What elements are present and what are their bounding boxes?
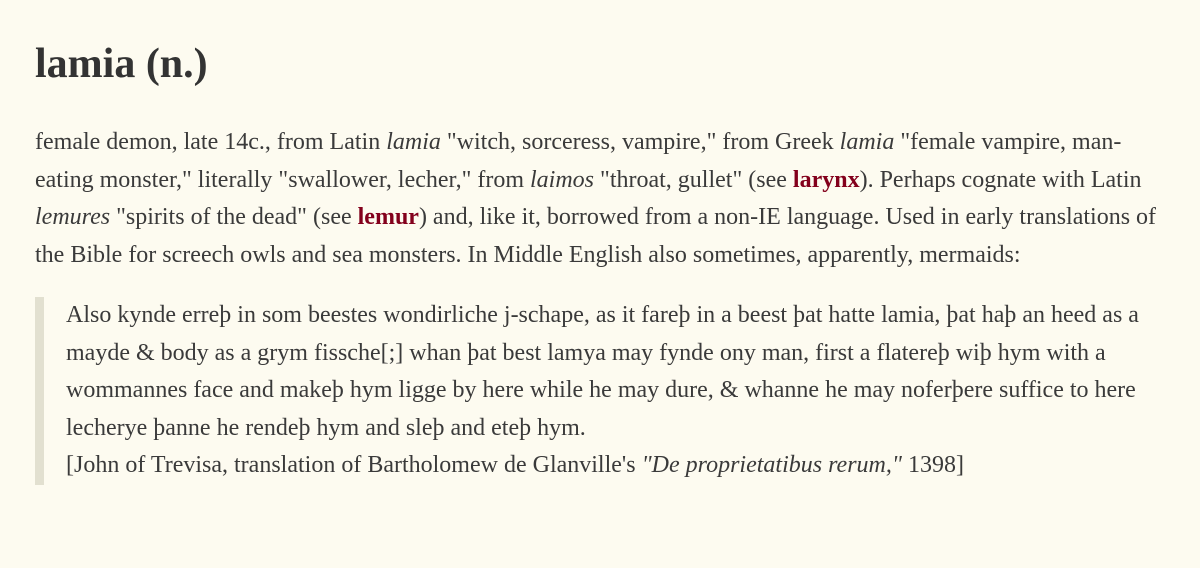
definition-text: "female vampire, man-eating monster," literally "swallower, lecher," from (35, 129, 1122, 193)
entry-definition (35, 124, 1170, 274)
dictionary-entry (35, 34, 1170, 485)
definition-term-laimos: laimos (530, 166, 595, 193)
quotation-text: Also kynde erreþ in som beestes wondirliche j-schape, as it fareþ in a beest þat hatte lamia, þat haþ an heed as a mayde & body as a grym fissche[;] whan þat best lamya may fynde ony man, first a flatereþ wiþ hym with a wommannes face and makeþ hym ligge by here while he may dure, & whanne he may noferþere suffice to here lecherye þanne he rendeþ hym and sleþ and eteþ hym. (66, 302, 1139, 441)
definition-text: "throat, gullet" (see (594, 166, 793, 193)
link-lemur[interactable]: lemur (357, 204, 419, 230)
definition-text: "witch, sorceress, vampire," from Greek (440, 129, 840, 155)
definition-term-lemures: lemures (35, 204, 111, 230)
citation-year: 1398] (901, 452, 964, 478)
link-larynx[interactable]: larynx (792, 166, 860, 193)
definition-term-greek-lamia: lamia (839, 129, 895, 155)
quotation-citation (66, 452, 964, 478)
definition-text: "spirits of the dead" (see (110, 204, 358, 230)
entry-quotation (35, 297, 1170, 485)
definition-term-latin-lamia: lamia (386, 129, 441, 155)
entry-headword: lamia (n.) (35, 41, 208, 87)
citation-title: "De proprietatibus rerum," (641, 452, 902, 478)
definition-text: ) and, like it, borrowed from a non-IE language. Used in early translations of the Bible for screech owls and sea monsters. In Middle English also sometimes, apparently, mermaids: (35, 204, 1157, 268)
definition-text: female demon, late 14c., from Latin (35, 129, 387, 155)
citation-text: [John of Trevisa, translation of Bartholomew de Glanville's (66, 452, 642, 478)
definition-text: ). Perhaps cognate with Latin (859, 166, 1142, 193)
